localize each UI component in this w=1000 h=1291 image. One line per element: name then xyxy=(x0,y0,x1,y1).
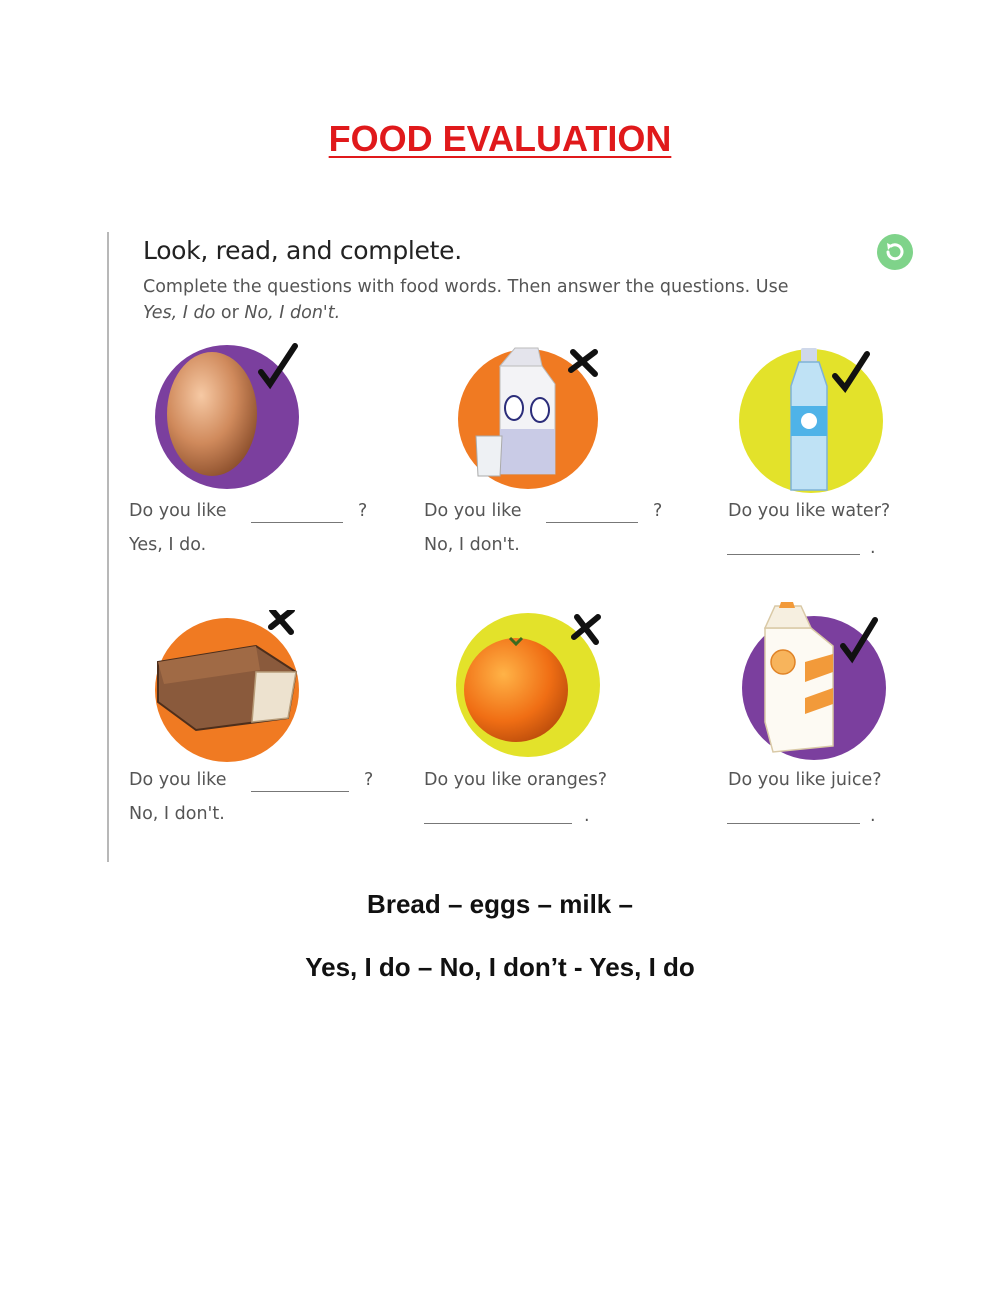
exercise-instruction xyxy=(143,274,863,326)
orange-icon xyxy=(464,638,568,742)
word-bank-line-2: Yes, I do – No, I don’t - Yes, I do xyxy=(305,952,695,982)
instruction-yes: Yes, I do xyxy=(143,303,216,323)
question-4: Do you like xyxy=(129,770,227,790)
blank-1[interactable] xyxy=(251,522,343,523)
instruction-text: Complete the questions with food words. Then answer the questions. Use xyxy=(143,277,789,297)
exercise-heading: Look, read, and complete. xyxy=(143,236,462,265)
question-2: Do you like xyxy=(424,501,522,521)
orange-picture xyxy=(450,612,610,772)
page-title: FOOD EVALUATION xyxy=(328,118,672,159)
question-5: Do you like oranges? xyxy=(424,770,608,790)
margin-line xyxy=(107,232,109,862)
blank-5[interactable] xyxy=(424,823,572,824)
juice-picture xyxy=(735,602,895,762)
period-3: . xyxy=(870,538,876,558)
milk-picture xyxy=(450,344,610,504)
cross-icon xyxy=(271,610,292,632)
blank-3[interactable] xyxy=(727,554,860,555)
period-6: . xyxy=(870,806,876,826)
question-1: Do you like xyxy=(129,501,227,521)
blank-4[interactable] xyxy=(251,791,349,792)
answer-2: No, I don't. xyxy=(424,535,520,555)
answer-1: Yes, I do. xyxy=(129,535,207,555)
egg-picture xyxy=(145,340,305,500)
blank-6[interactable] xyxy=(727,823,860,824)
instruction-or: or xyxy=(215,303,245,323)
bread-picture xyxy=(148,610,308,770)
water-picture xyxy=(735,344,895,504)
blank-2[interactable] xyxy=(546,522,638,523)
egg-icon xyxy=(167,352,257,476)
question-6: Do you like juice? xyxy=(728,770,882,790)
qmark-4: ? xyxy=(364,770,374,790)
question-3: Do you like water? xyxy=(728,501,891,521)
qmark-2: ? xyxy=(653,501,663,521)
qmark-1: ? xyxy=(358,501,368,521)
instruction-no: No, I don't. xyxy=(244,303,341,323)
refresh-icon[interactable] xyxy=(876,233,914,271)
cross-icon xyxy=(571,352,595,374)
answer-4: No, I don't. xyxy=(129,804,225,824)
milk-glass xyxy=(476,436,502,476)
word-bank-line-1: Bread – eggs – milk – xyxy=(367,889,633,919)
period-5: . xyxy=(584,806,590,826)
